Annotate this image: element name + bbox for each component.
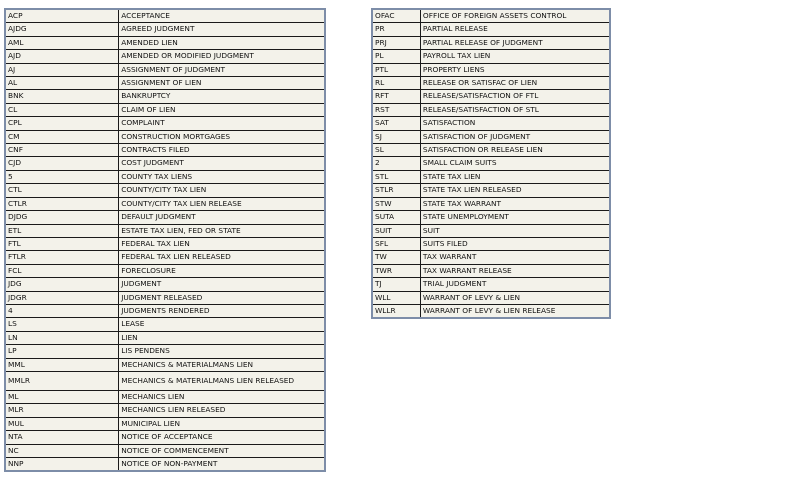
table-row [5,444,325,457]
table-row [5,63,325,76]
code-cell: DJDG [5,211,119,224]
code-cell: ML [5,390,119,403]
left-code-table [4,8,326,472]
description-cell: MECHANICS LIEN RELEASED [119,404,325,417]
table-row [5,390,325,403]
description-cell: RELEASE OR SATISFAC OF LIEN [420,77,610,90]
code-cell: RFT [372,90,420,103]
code-cell: LS [5,318,119,331]
description-cell: JUDGMENT [119,278,325,291]
code-cell: CJD [5,157,119,170]
description-cell: PARTIAL RELEASE OF JUDGMENT [420,36,610,49]
description-cell: NOTICE OF NON-PAYMENT [119,458,325,472]
code-cell: CPL [5,117,119,130]
code-cell: AL [5,77,119,90]
code-cell: RST [372,103,420,116]
description-cell: TAX WARRANT RELEASE [420,264,610,277]
code-cell: CTLR [5,197,119,210]
table-row [372,278,610,291]
table-row [5,117,325,130]
table-row [372,23,610,36]
description-cell: LIEN [119,331,325,344]
table-row [5,130,325,143]
code-cell: BNK [5,90,119,103]
description-cell: JUDGMENTS RENDERED [119,304,325,317]
description-cell: SATISFACTION [420,117,610,130]
left-table-body [5,9,325,471]
table-row [372,264,610,277]
table-row [372,117,610,130]
description-cell: COMPLAINT [119,117,325,130]
table-row [5,345,325,358]
table-row [5,291,325,304]
code-cell: FCL [5,264,119,277]
table-row [5,197,325,210]
code-cell: TW [372,251,420,264]
code-cell: PTL [372,63,420,76]
table-row [5,431,325,444]
description-cell: FEDERAL TAX LIEN RELEASED [119,251,325,264]
table-row [372,157,610,170]
description-cell: PROPERTY LIENS [420,63,610,76]
code-cell: TWR [372,264,420,277]
code-cell: LP [5,345,119,358]
table-row [5,251,325,264]
table-row [372,77,610,90]
table-row [372,224,610,237]
description-cell: SUIT [420,224,610,237]
description-cell: COUNTY/CITY TAX LIEN [119,184,325,197]
right-code-table [371,8,611,319]
description-cell: LEASE [119,318,325,331]
table-row [5,237,325,250]
code-cell: SJ [372,130,420,143]
table-row [5,331,325,344]
table-row [5,23,325,36]
table-row [372,237,610,250]
description-cell: ACCEPTANCE [119,9,325,23]
description-cell: NOTICE OF ACCEPTANCE [119,431,325,444]
table-row [372,184,610,197]
code-cell: SFL [372,237,420,250]
description-cell: WARRANT OF LEVY & LIEN RELEASE [420,304,610,318]
code-cell: AML [5,36,119,49]
description-cell: SMALL CLAIM SUITS [420,157,610,170]
table-row [5,50,325,63]
description-cell: ASSIGNMENT OF LIEN [119,77,325,90]
table-row [5,157,325,170]
description-cell: STATE TAX LIEN RELEASED [420,184,610,197]
table-row [5,184,325,197]
code-cell: STW [372,197,420,210]
description-cell: OFFICE OF FOREIGN ASSETS CONTROL [420,9,610,23]
table-row [372,304,610,318]
code-cell: MML [5,358,119,371]
code-cell: STLR [372,184,420,197]
code-cell: MUL [5,417,119,430]
table-row [5,318,325,331]
description-cell: CLAIM OF LIEN [119,103,325,116]
table-row [5,77,325,90]
description-cell: STATE TAX WARRANT [420,197,610,210]
table-row [372,291,610,304]
description-cell: STATE UNEMPLOYMENT [420,211,610,224]
description-cell: STATE TAX LIEN [420,170,610,183]
code-cell: AJDG [5,23,119,36]
code-cell: NTA [5,431,119,444]
code-cell: SUTA [372,211,420,224]
code-cell: WLL [372,291,420,304]
table-row [372,197,610,210]
description-cell: SATISFACTION OR RELEASE LIEN [420,144,610,157]
table-row [5,358,325,371]
table-row [372,36,610,49]
code-cell: NNP [5,458,119,472]
code-cell: 2 [372,157,420,170]
code-cell: RL [372,77,420,90]
code-cell: ETL [5,224,119,237]
code-cell: 4 [5,304,119,317]
description-cell: SUITS FILED [420,237,610,250]
table-row [5,90,325,103]
code-cell: AJ [5,63,119,76]
table-row [5,458,325,472]
code-cell: MMLR [5,371,119,390]
description-cell: ESTATE TAX LIEN, FED OR STATE [119,224,325,237]
description-cell: MECHANICS & MATERIALMANS LIEN [119,358,325,371]
description-cell: AMENDED LIEN [119,36,325,49]
description-cell: COUNTY TAX LIENS [119,170,325,183]
description-cell: TRIAL JUDGMENT [420,278,610,291]
table-row [372,251,610,264]
code-cell: PL [372,50,420,63]
description-cell: FEDERAL TAX LIEN [119,237,325,250]
description-cell: AGREED JUDGMENT [119,23,325,36]
description-cell: COST JUDGMENT [119,157,325,170]
table-row [5,224,325,237]
description-cell: ASSIGNMENT OF JUDGMENT [119,63,325,76]
code-cell: PRJ [372,36,420,49]
code-cell: ACP [5,9,119,23]
description-cell: MUNICIPAL LIEN [119,417,325,430]
table-row [5,404,325,417]
table-row [5,170,325,183]
table-row [5,144,325,157]
description-cell: COUNTY/CITY TAX LIEN RELEASE [119,197,325,210]
right-table-body [372,9,610,318]
description-cell: FORECLOSURE [119,264,325,277]
table-row [372,211,610,224]
description-cell: DEFAULT JUDGMENT [119,211,325,224]
description-cell: TAX WARRANT [420,251,610,264]
table-row [5,304,325,317]
code-cell: FTL [5,237,119,250]
code-cell: OFAC [372,9,420,23]
code-cell: JDG [5,278,119,291]
description-cell: AMENDED OR MODIFIED JUDGMENT [119,50,325,63]
code-cell: FTLR [5,251,119,264]
table-row [372,130,610,143]
code-cell: AJD [5,50,119,63]
description-cell: JUDGMENT RELEASED [119,291,325,304]
description-cell: CONSTRUCTION MORTGAGES [119,130,325,143]
description-cell: PARTIAL RELEASE [420,23,610,36]
table-row [372,63,610,76]
description-cell: WARRANT OF LEVY & LIEN [420,291,610,304]
code-cell: SL [372,144,420,157]
table-row [5,278,325,291]
table-row [5,371,325,390]
code-cell: CL [5,103,119,116]
table-row [372,170,610,183]
table-row [372,90,610,103]
table-row [5,211,325,224]
description-cell: SATISFACTION OF JUDGMENT [420,130,610,143]
code-cell: LN [5,331,119,344]
description-cell: RELEASE/SATISFACTION OF FTL [420,90,610,103]
code-cell: STL [372,170,420,183]
code-cell: CNF [5,144,119,157]
code-cell: CM [5,130,119,143]
table-row [372,103,610,116]
table-row [5,264,325,277]
table-row [5,417,325,430]
table-row [372,144,610,157]
description-cell: RELEASE/SATISFACTION OF STL [420,103,610,116]
code-cell: SUIT [372,224,420,237]
code-cell: MLR [5,404,119,417]
table-row [5,9,325,23]
table-row [372,50,610,63]
description-cell: LIS PENDENS [119,345,325,358]
code-cell: CTL [5,184,119,197]
code-cell: JDGR [5,291,119,304]
code-cell: SAT [372,117,420,130]
table-row [5,36,325,49]
description-cell: MECHANICS & MATERIALMANS LIEN RELEASED [119,371,325,390]
description-cell: MECHANICS LIEN [119,390,325,403]
table-row [372,9,610,23]
code-cell: NC [5,444,119,457]
description-cell: NOTICE OF COMMENCEMENT [119,444,325,457]
description-cell: CONTRACTS FILED [119,144,325,157]
description-cell: BANKRUPTCY [119,90,325,103]
code-cell: 5 [5,170,119,183]
table-row [5,103,325,116]
description-cell: PAYROLL TAX LIEN [420,50,610,63]
code-cell: WLLR [372,304,420,318]
code-cell: TJ [372,278,420,291]
code-cell: PR [372,23,420,36]
